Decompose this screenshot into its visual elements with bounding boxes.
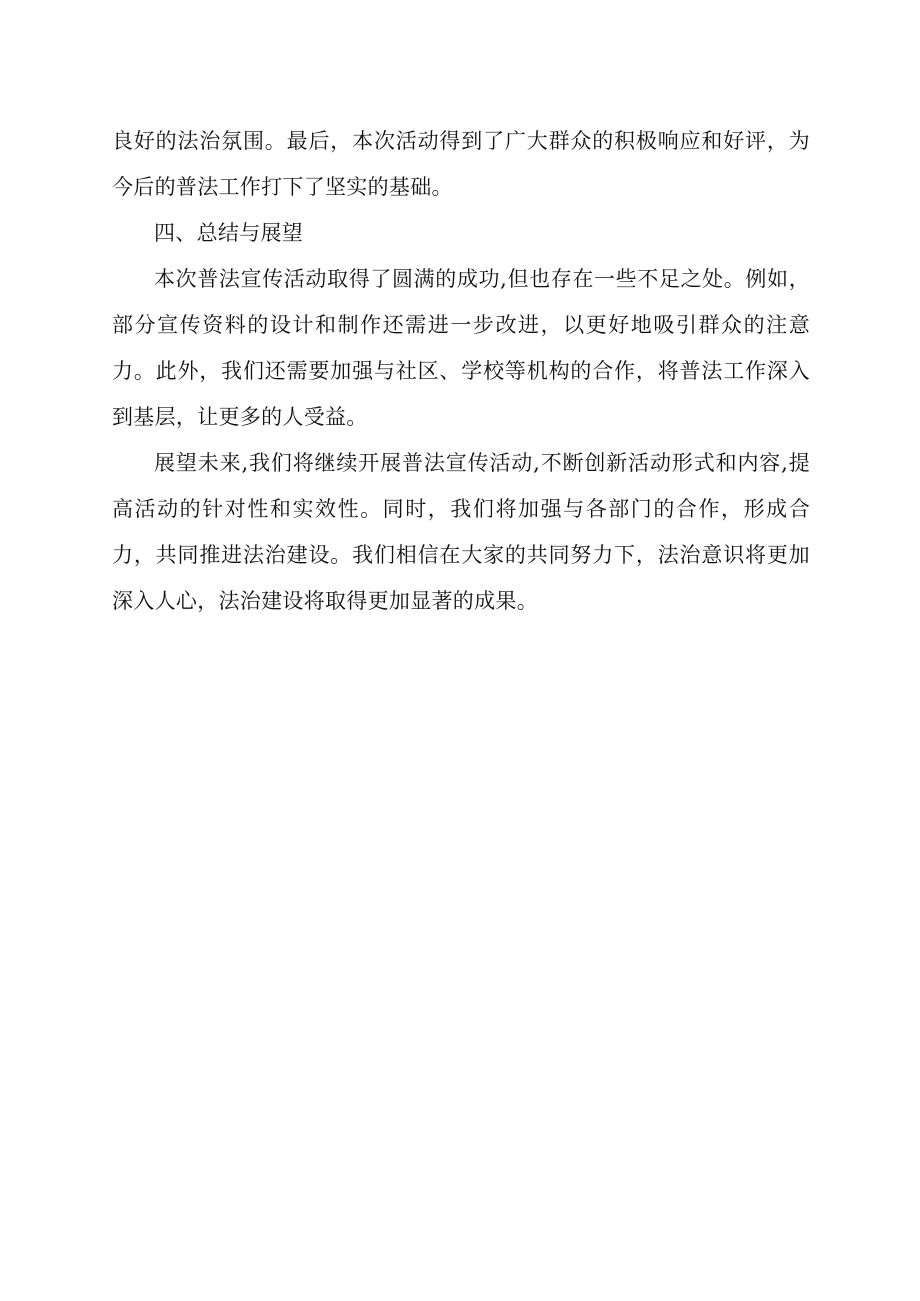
section-heading: 四、总结与展望	[154, 221, 304, 245]
document-body	[112, 118, 810, 624]
paragraph-continuation: 良好的法治氛围。最后，本次活动得到了广大群众的积极响应和好评，为今后的普法工作打下了坚实的基础。	[112, 129, 810, 199]
paragraph-outlook: 展望未来,我们将继续开展普法宣传活动,不断创新活动形式和内容,提高活动的针对性和实效性。同时，我们将加强与各部门的合作，形成合力，共同推进法治建设。我们相信在大家的共同努力下，法治意识将更加深入人心，法治建设将取得更加显著的成果。	[112, 451, 810, 613]
paragraph-summary: 本次普法宣传活动取得了圆满的成功,但也存在一些不足之处。例如，部分宣传资料的设计和制作还需进一步改进，以更好地吸引群众的注意力。此外，我们还需要加强与社区、学校等机构的合作，将普法工作深入到基层，让更多的人受益。	[112, 267, 810, 429]
